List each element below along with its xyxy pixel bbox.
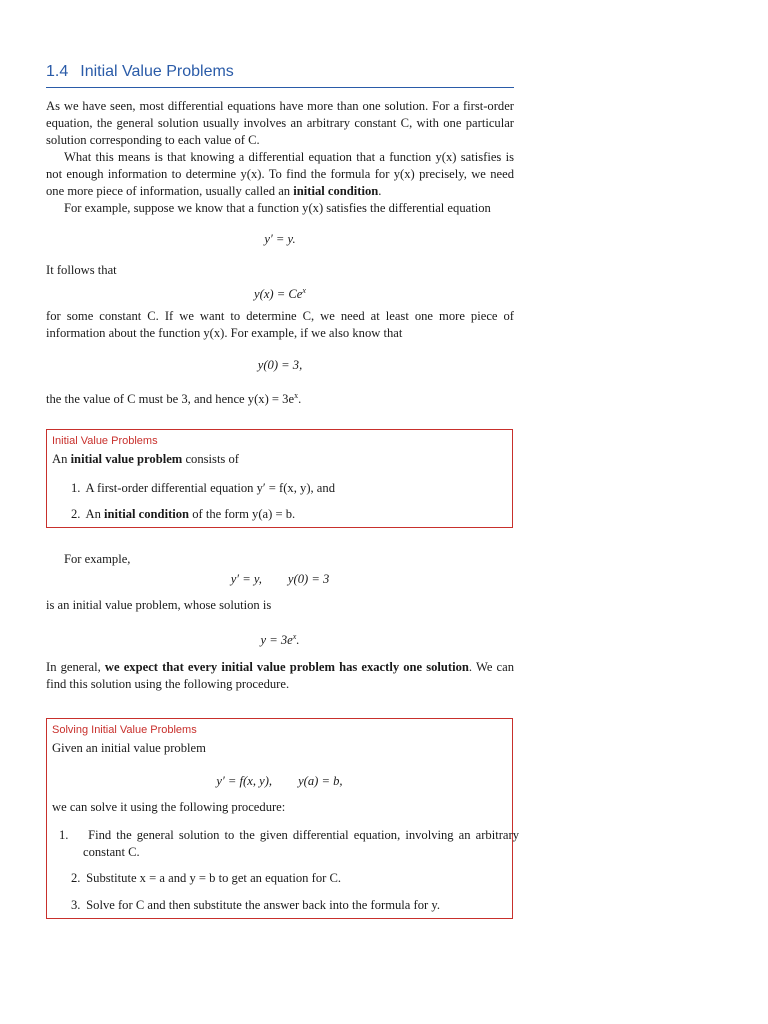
paragraph-text: the the value of C must be 3, and hence y(x) = 3e <box>46 392 295 407</box>
list-item <box>71 480 507 497</box>
step-text: Find the general solution to the given differential equation, involving an arbitrary constant C. <box>83 828 519 860</box>
procedure-step <box>71 870 507 887</box>
text: An <box>52 452 68 466</box>
equation-part: y′ = f(x, y), <box>216 774 273 788</box>
equation-initial-value: y(0) = 3, <box>257 358 303 372</box>
equation-example-ivp <box>46 571 514 588</box>
procedure-box-solving-ivp <box>46 718 519 919</box>
emphasis-text: we expect that every initial value problem has exactly one solution <box>104 660 469 674</box>
list-text: of the form y(a) = b. <box>192 507 296 521</box>
step-number: 1. <box>59 828 69 842</box>
list-text: An <box>85 507 101 521</box>
list-item <box>71 506 507 523</box>
paragraph-text: What this means is that knowing a differential equation that a function y(x) satisfies is not enough information to determine y(x). To find the formula for y(x) precisely, we need one more piece of information, usually called an <box>46 150 514 199</box>
punctuation: . <box>298 392 302 407</box>
paragraph-it-follows: It follows that <box>46 263 117 277</box>
equation-part: y′ = y, <box>230 572 262 586</box>
text: In general, <box>46 660 101 674</box>
procedure-step <box>59 827 519 861</box>
heading-rule <box>46 87 514 88</box>
box-lead <box>52 451 507 468</box>
term-initial-condition: initial condition <box>293 184 379 199</box>
list-text: A first-order differential equation y′ = f(x, y), and <box>85 481 335 495</box>
paragraph-in-general <box>46 659 514 693</box>
punctuation: . <box>296 633 300 648</box>
box-text: we can solve it using the following procedure: <box>52 800 286 814</box>
paragraph-for-example: For example, <box>64 552 131 566</box>
exponent: x <box>294 391 299 400</box>
text: . We can find this solution using the following procedure. <box>46 660 514 692</box>
equation-y-prime-equals-y: y′ = y. <box>264 232 296 246</box>
list-number: 2. <box>71 507 81 521</box>
equation-example-solution <box>46 628 514 649</box>
text: consists of <box>185 452 239 466</box>
exponent: x <box>292 632 297 641</box>
box-lead: Given an initial value problem <box>52 741 206 755</box>
paragraph-intro: As we have seen, most differential equations have more than one solution. For a first-order equation, the general solution usually involves an arbitrary constant C, with one particular solution corresponding to each value of C. <box>46 99 514 148</box>
equation-general-solution <box>46 282 514 303</box>
section-title: Initial Value Problems <box>80 63 234 80</box>
paragraph-initial-condition <box>46 149 514 201</box>
procedure-step <box>71 897 507 914</box>
box-title: Solving Initial Value Problems <box>52 724 197 736</box>
box-title: Initial Value Problems <box>52 435 158 447</box>
list-number: 1. <box>71 481 81 495</box>
paragraph-example-lead: For example, suppose we know that a function y(x) satisfies the differential equation <box>64 201 491 215</box>
equation-general-ivp <box>52 773 507 790</box>
section-heading <box>46 62 514 82</box>
exponent: x <box>302 286 306 295</box>
step-number: 3. <box>71 898 81 912</box>
term-initial-condition: initial condition <box>104 507 190 521</box>
step-text: Substitute x = a and y = b to get an equation for C. <box>86 871 342 885</box>
paragraph-is-ivp: is an initial value problem, whose solution is <box>46 598 272 612</box>
equation-text: y(x) = Ce <box>254 287 303 302</box>
term-initial-value-problem: initial value problem <box>70 452 183 466</box>
paragraph-determine-c: for some constant C. If we want to determine C, we need at least one more piece of information about the function y(x). For example, if we also know that <box>46 309 514 341</box>
step-number: 2. <box>71 871 81 885</box>
section-number: 1.4 <box>46 63 69 80</box>
punctuation: . <box>378 184 382 199</box>
equation-text: y = 3e <box>260 633 293 648</box>
equation-part: y(a) = b, <box>298 774 343 788</box>
equation-part: y(0) = 3 <box>287 572 330 586</box>
paragraph-value-of-c <box>46 387 514 408</box>
definition-box-initial-value-problems <box>46 429 513 528</box>
step-text: Solve for C and then substitute the answer back into the formula for y. <box>86 898 440 912</box>
